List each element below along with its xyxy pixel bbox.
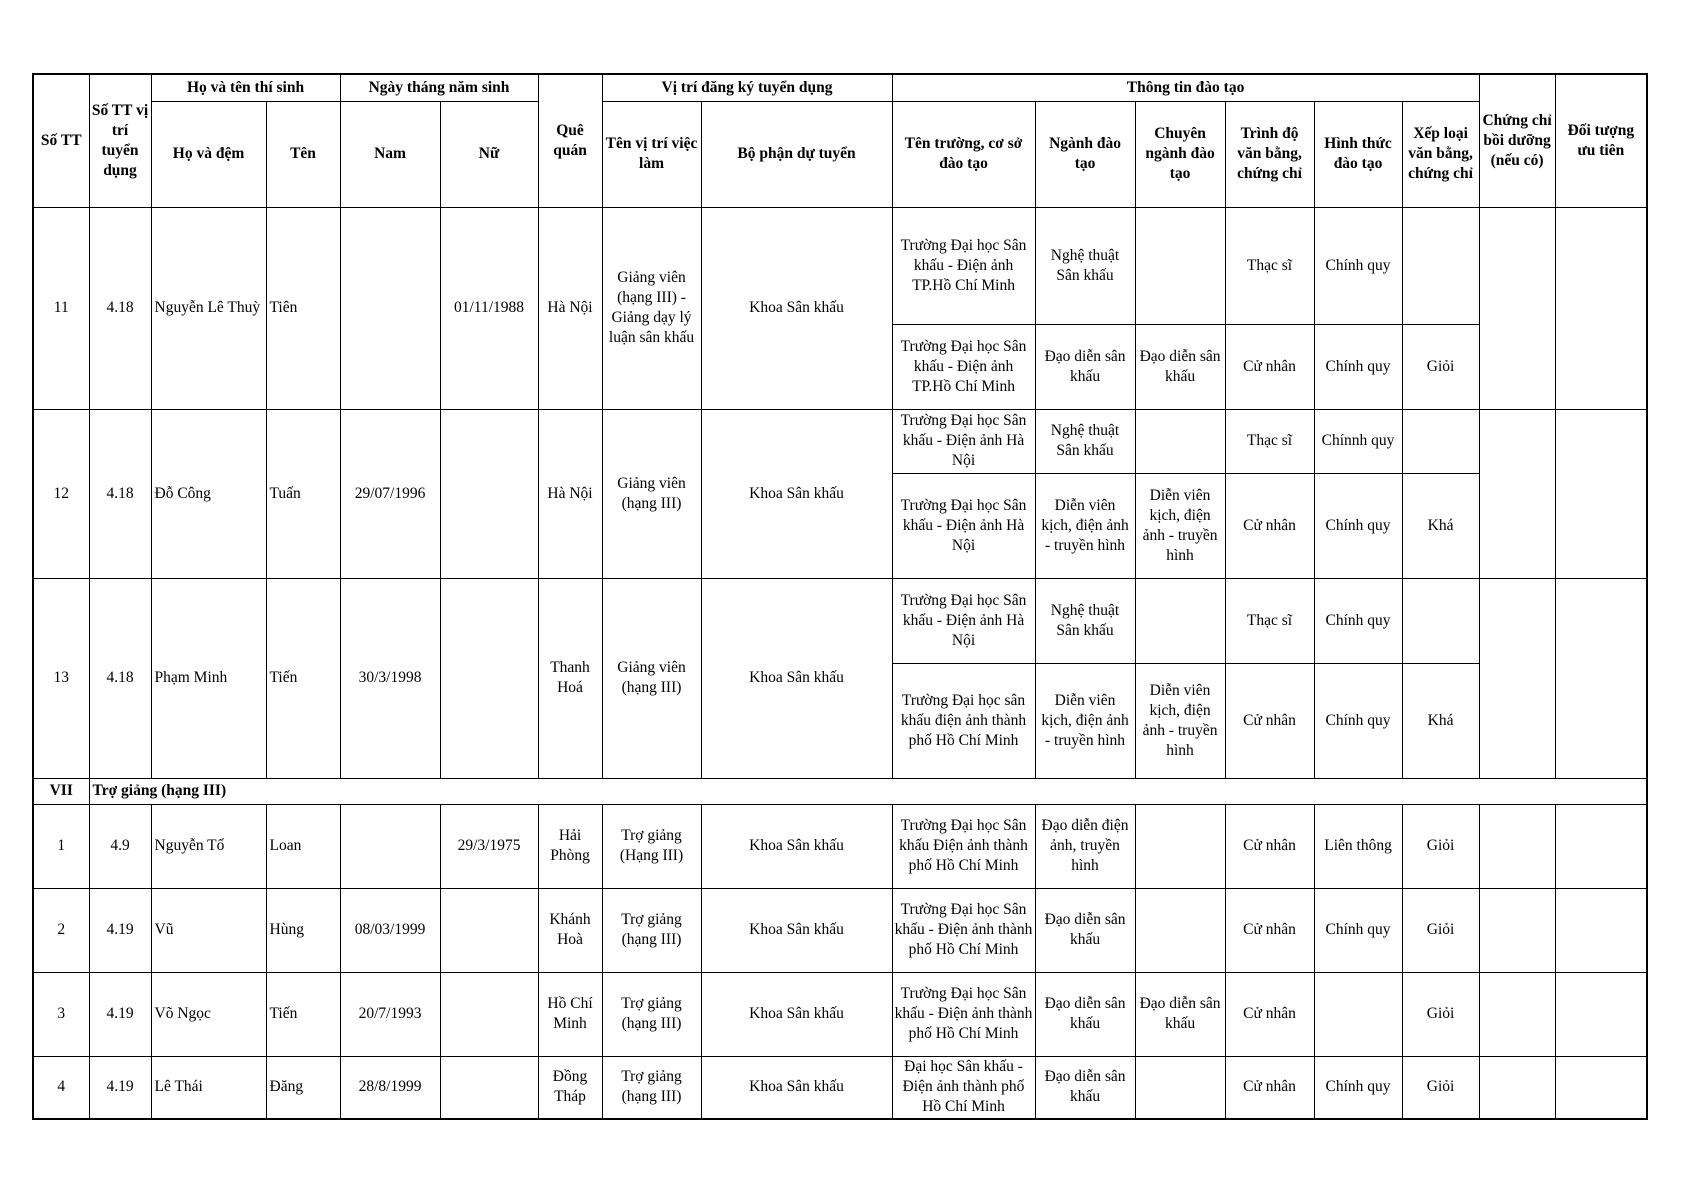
- cell-ten: Tuấn: [266, 409, 340, 578]
- cell-stt: 3: [33, 972, 89, 1056]
- cell-vitri-no: 4.18: [89, 207, 151, 409]
- cell-bo-phan: Khoa Sân khấu: [701, 207, 892, 409]
- cell-nu: 01/11/1988: [440, 207, 538, 409]
- cell-ho-dem: Phạm Minh: [151, 578, 266, 778]
- cell-truong: Đại học Sân khấu - Điện ảnh thành phố Hồ Chí Minh: [892, 1056, 1035, 1119]
- cell-nam: 30/3/1998: [340, 578, 440, 778]
- cell-nam: 29/07/1996: [340, 409, 440, 578]
- cell-xep-loai: Giỏi: [1402, 888, 1479, 972]
- cell-doi-tuong: [1555, 578, 1647, 778]
- cell-stt: 4: [33, 1056, 89, 1119]
- header-hinh-thuc: Hình thức đào tạo: [1314, 101, 1402, 207]
- cell-que: Khánh Hoà: [538, 888, 602, 972]
- table-row: [33, 888, 1647, 972]
- cell-ten-vitri: Trợ giảng (hạng III): [602, 972, 701, 1056]
- cell-que: Đồng Tháp: [538, 1056, 602, 1119]
- cell-stt: 12: [33, 409, 89, 578]
- cell-nganh: Nghệ thuật Sân khấu: [1035, 207, 1135, 324]
- cell-truong: Trường Đại học Sân khấu - Điện ảnh Hà Nội: [892, 473, 1035, 578]
- cell-stt: 11: [33, 207, 89, 409]
- cell-bo-phan: Khoa Sân khấu: [701, 804, 892, 888]
- header-ho-ten-group: Họ và tên thí sinh: [151, 74, 340, 101]
- table-row: [33, 409, 1647, 473]
- cell-xep-loai: Khá: [1402, 663, 1479, 778]
- cell-chuyen-nganh: [1135, 804, 1225, 888]
- cell-trinh-do: Cử nhân: [1225, 1056, 1314, 1119]
- cell-chuyen-nganh: [1135, 888, 1225, 972]
- cell-hinh-thuc: Chính quy: [1314, 663, 1402, 778]
- cell-ten: Tiến: [266, 972, 340, 1056]
- header-ten-vitri: Tên vị trí việc làm: [602, 101, 701, 207]
- cell-ten-vitri: Trợ giảng (hạng III): [602, 1056, 701, 1119]
- cell-truong: Trường Đại học Sân khấu Điện ảnh thành phố Hồ Chí Minh: [892, 804, 1035, 888]
- cell-que: Hồ Chí Minh: [538, 972, 602, 1056]
- header-stt: Số TT: [33, 74, 89, 207]
- cell-doi-tuong: [1555, 888, 1647, 972]
- cell-vitri-no: 4.19: [89, 888, 151, 972]
- cell-chung-chi: [1479, 888, 1555, 972]
- header-vitri-group: Vị trí đăng ký tuyển dụng: [602, 74, 892, 101]
- cell-hinh-thuc: Chính quy: [1314, 578, 1402, 663]
- cell-nganh: Đạo diễn điện ảnh, truyền hình: [1035, 804, 1135, 888]
- cell-hinh-thuc: Chínnh quy: [1314, 409, 1402, 473]
- cell-nam: 08/03/1999: [340, 888, 440, 972]
- cell-vitri-no: 4.9: [89, 804, 151, 888]
- cell-que: Hà Nội: [538, 207, 602, 409]
- cell-trinh-do: Thạc sĩ: [1225, 409, 1314, 473]
- cell-nganh: Diễn viên kịch, điện ảnh - truyền hình: [1035, 663, 1135, 778]
- cell-doi-tuong: [1555, 804, 1647, 888]
- cell-hinh-thuc: Chính quy: [1314, 207, 1402, 324]
- header-dao-tao-group: Thông tin đào tạo: [892, 74, 1479, 101]
- cell-doi-tuong: [1555, 409, 1647, 578]
- cell-nganh: Nghệ thuật Sân khấu: [1035, 409, 1135, 473]
- cell-nganh: Diễn viên kịch, điện ảnh - truyền hình: [1035, 473, 1135, 578]
- cell-xep-loai: [1402, 578, 1479, 663]
- cell-hinh-thuc: [1314, 972, 1402, 1056]
- cell-chuyen-nganh: [1135, 409, 1225, 473]
- cell-stt: 2: [33, 888, 89, 972]
- cell-xep-loai: Giỏi: [1402, 972, 1479, 1056]
- cell-chung-chi: [1479, 207, 1555, 409]
- cell-ten: Tiên: [266, 207, 340, 409]
- cell-truong: Trường Đại học Sân khấu - Điện ảnh thành phố Hồ Chí Minh: [892, 888, 1035, 972]
- cell-bo-phan: Khoa Sân khấu: [701, 578, 892, 778]
- cell-que: Hà Nội: [538, 409, 602, 578]
- cell-chuyen-nganh: Đạo diễn sân khấu: [1135, 972, 1225, 1056]
- cell-nam: [340, 804, 440, 888]
- cell-bo-phan: Khoa Sân khấu: [701, 888, 892, 972]
- cell-ten: Hùng: [266, 888, 340, 972]
- cell-truong: Trường Đại học Sân khấu - Điện ảnh TP.Hồ Chí Minh: [892, 324, 1035, 409]
- cell-chung-chi: [1479, 972, 1555, 1056]
- cell-ten-vitri: Trợ giảng (Hạng III): [602, 804, 701, 888]
- cell-vitri-no: 4.18: [89, 409, 151, 578]
- cell-xep-loai: Giỏi: [1402, 1056, 1479, 1119]
- cell-nganh: Đạo diễn sân khấu: [1035, 972, 1135, 1056]
- cell-doi-tuong: [1555, 207, 1647, 409]
- cell-doi-tuong: [1555, 1056, 1647, 1119]
- cell-nu: [440, 972, 538, 1056]
- cell-bo-phan: Khoa Sân khấu: [701, 972, 892, 1056]
- cell-ho-dem: Lê Thái: [151, 1056, 266, 1119]
- header-que-quan: Quê quán: [538, 74, 602, 207]
- cell-nu: [440, 409, 538, 578]
- cell-trinh-do: Cử nhân: [1225, 324, 1314, 409]
- table-row: [33, 578, 1647, 663]
- cell-hinh-thuc: Chính quy: [1314, 1056, 1402, 1119]
- cell-nu: [440, 1056, 538, 1119]
- cell-trinh-do: Thạc sĩ: [1225, 578, 1314, 663]
- cell-que: Hải Phòng: [538, 804, 602, 888]
- cell-chuyen-nganh: [1135, 578, 1225, 663]
- cell-ho-dem: Nguyễn Tố: [151, 804, 266, 888]
- section-number: VII: [33, 778, 89, 804]
- cell-nu: 29/3/1975: [440, 804, 538, 888]
- cell-que: Thanh Hoá: [538, 578, 602, 778]
- cell-vitri-no: 4.19: [89, 1056, 151, 1119]
- cell-hinh-thuc: Liên thông: [1314, 804, 1402, 888]
- cell-chuyen-nganh: [1135, 1056, 1225, 1119]
- cell-trinh-do: Cử nhân: [1225, 473, 1314, 578]
- cell-trinh-do: Cử nhân: [1225, 888, 1314, 972]
- table-row: [33, 804, 1647, 888]
- header-trinh-do: Trình độ văn bằng, chứng chỉ: [1225, 101, 1314, 207]
- cell-nu: [440, 888, 538, 972]
- cell-doi-tuong: [1555, 972, 1647, 1056]
- cell-stt: 1: [33, 804, 89, 888]
- cell-hinh-thuc: Chính quy: [1314, 473, 1402, 578]
- header-ten-truong: Tên trường, cơ sở đào tạo: [892, 101, 1035, 207]
- table-row: [33, 1056, 1647, 1119]
- header-chuyen-nganh: Chuyên ngành đào tạo: [1135, 101, 1225, 207]
- header-nu: Nữ: [440, 101, 538, 207]
- candidate-table-sheet: [32, 73, 1648, 1120]
- section-title: Trợ giảng (hạng III): [89, 778, 1647, 804]
- header-bo-phan: Bộ phận dự tuyển: [701, 101, 892, 207]
- cell-truong: Trường Đại học Sân khấu - Điện ảnh Hà Nội: [892, 578, 1035, 663]
- cell-xep-loai: Giỏi: [1402, 804, 1479, 888]
- cell-vitri-no: 4.19: [89, 972, 151, 1056]
- cell-truong: Trường Đại học Sân khấu - Điện ảnh thành phố Hồ Chí Minh: [892, 972, 1035, 1056]
- cell-ho-dem: Võ Ngọc: [151, 972, 266, 1056]
- cell-stt: 13: [33, 578, 89, 778]
- cell-chung-chi: [1479, 1056, 1555, 1119]
- cell-nam: [340, 207, 440, 409]
- cell-chung-chi: [1479, 578, 1555, 778]
- cell-ho-dem: Vũ: [151, 888, 266, 972]
- cell-hinh-thuc: Chính quy: [1314, 888, 1402, 972]
- cell-chung-chi: [1479, 409, 1555, 578]
- cell-bo-phan: Khoa Sân khấu: [701, 1056, 892, 1119]
- cell-ten: Tiến: [266, 578, 340, 778]
- cell-nam: 20/7/1993: [340, 972, 440, 1056]
- cell-ten-vitri: Giảng viên (hạng III) - Giảng dạy lý luận sân khấu: [602, 207, 701, 409]
- header-xep-loai: Xếp loại văn bằng, chứng chỉ: [1402, 101, 1479, 207]
- cell-vitri-no: 4.18: [89, 578, 151, 778]
- cell-chuyen-nganh: Diễn viên kịch, điện ảnh - truyền hình: [1135, 473, 1225, 578]
- cell-ten: Loan: [266, 804, 340, 888]
- cell-chuyen-nganh: Đạo diễn sân khấu: [1135, 324, 1225, 409]
- header-ten: Tên: [266, 101, 340, 207]
- header-nam: Nam: [340, 101, 440, 207]
- cell-nganh: Nghệ thuật Sân khấu: [1035, 578, 1135, 663]
- header-ho-dem: Họ và đệm: [151, 101, 266, 207]
- cell-nganh: Đạo diễn sân khấu: [1035, 324, 1135, 409]
- header-ngay-sinh-group: Ngày tháng năm sinh: [340, 74, 538, 101]
- cell-ho-dem: Nguyễn Lê Thuỳ: [151, 207, 266, 409]
- cell-truong: Trường Đại học Sân khấu - Điện ảnh Hà Nội: [892, 409, 1035, 473]
- cell-xep-loai: Giỏi: [1402, 324, 1479, 409]
- cell-trinh-do: Cử nhân: [1225, 804, 1314, 888]
- cell-ten-vitri: Trợ giảng (hạng III): [602, 888, 701, 972]
- cell-trinh-do: Cử nhân: [1225, 972, 1314, 1056]
- cell-nam: 28/8/1999: [340, 1056, 440, 1119]
- table-row: [33, 207, 1647, 324]
- cell-ten-vitri: Giảng viên (hạng III): [602, 578, 701, 778]
- cell-xep-loai: [1402, 207, 1479, 324]
- section-row: [33, 778, 1647, 804]
- header-chung-chi: Chứng chỉ bồi dưỡng (nếu có): [1479, 74, 1555, 207]
- cell-chuyen-nganh: Diễn viên kịch, điện ảnh - truyền hình: [1135, 663, 1225, 778]
- header-nganh: Ngành đào tạo: [1035, 101, 1135, 207]
- cell-xep-loai: Khá: [1402, 473, 1479, 578]
- cell-ten: Đăng: [266, 1056, 340, 1119]
- cell-trinh-do: Thạc sĩ: [1225, 207, 1314, 324]
- cell-ten-vitri: Giảng viên (hạng III): [602, 409, 701, 578]
- cell-bo-phan: Khoa Sân khấu: [701, 409, 892, 578]
- cell-truong: Trường Đại học sân khấu điện ảnh thành phố Hồ Chí Minh: [892, 663, 1035, 778]
- cell-nganh: Đạo diễn sân khấu: [1035, 1056, 1135, 1119]
- cell-hinh-thuc: Chính quy: [1314, 324, 1402, 409]
- cell-ho-dem: Đỗ Công: [151, 409, 266, 578]
- candidate-table: [32, 73, 1648, 1120]
- cell-chung-chi: [1479, 804, 1555, 888]
- cell-chuyen-nganh: [1135, 207, 1225, 324]
- cell-nganh: Đạo diễn sân khấu: [1035, 888, 1135, 972]
- cell-trinh-do: Cử nhân: [1225, 663, 1314, 778]
- header-stt-vitri: Số TT vị trí tuyển dụng: [89, 74, 151, 207]
- cell-xep-loai: [1402, 409, 1479, 473]
- cell-nu: [440, 578, 538, 778]
- table-row: [33, 972, 1647, 1056]
- header-doi-tuong: Đối tượng ưu tiên: [1555, 74, 1647, 207]
- cell-truong: Trường Đại học Sân khấu - Điện ảnh TP.Hồ Chí Minh: [892, 207, 1035, 324]
